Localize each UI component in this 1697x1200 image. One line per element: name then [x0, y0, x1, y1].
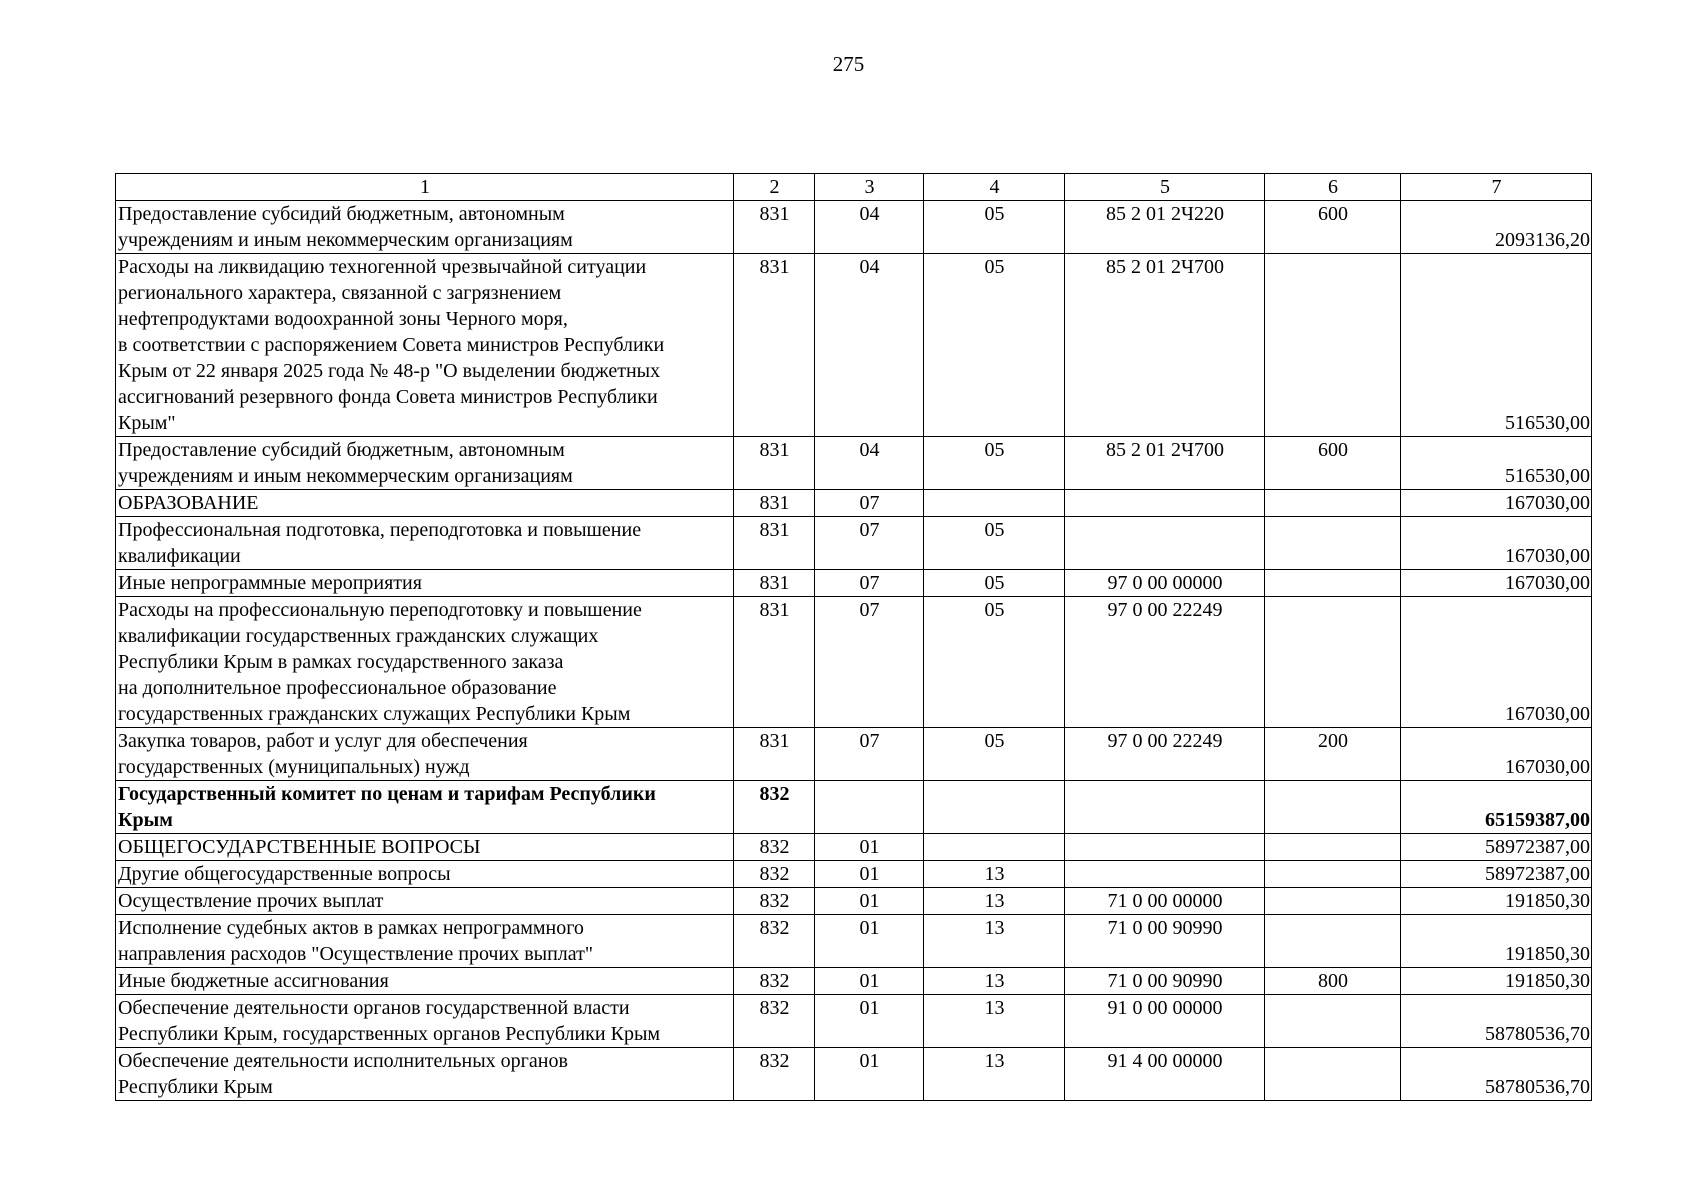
row-name: ОБРАЗОВАНИЕ: [116, 490, 734, 517]
row-razdel: 01: [815, 968, 924, 995]
row-name: Другие общегосударственные вопросы: [116, 861, 734, 888]
row-csr: 97 0 00 22249: [1065, 728, 1265, 781]
row-vr: [1265, 915, 1401, 968]
row-glava: 832: [734, 888, 815, 915]
row-podrazdel: [924, 834, 1065, 861]
row-podrazdel: 13: [924, 968, 1065, 995]
row-podrazdel: 05: [924, 437, 1065, 490]
row-podrazdel: 05: [924, 728, 1065, 781]
row-amount: 167030,00: [1401, 728, 1592, 781]
row-vr: 800: [1265, 968, 1401, 995]
header-col-1: 1: [116, 174, 734, 201]
row-name: Обеспечение деятельности органов государственной власти Республики Крым, государственных органов Республики Крым: [116, 995, 734, 1048]
row-glava: 832: [734, 834, 815, 861]
table-row: [116, 437, 1592, 490]
row-razdel: 01: [815, 995, 924, 1048]
row-csr: [1065, 834, 1265, 861]
row-razdel: 04: [815, 254, 924, 437]
row-csr: [1065, 517, 1265, 570]
row-podrazdel: 05: [924, 254, 1065, 437]
table-row: [116, 968, 1592, 995]
row-vr: [1265, 517, 1401, 570]
row-name: Исполнение судебных актов в рамках непрограммного направления расходов "Осуществление прочих выплат": [116, 915, 734, 968]
table-row: [116, 201, 1592, 254]
header-col-6: 6: [1265, 174, 1401, 201]
row-vr: [1265, 570, 1401, 597]
row-amount: 65159387,00: [1401, 781, 1592, 834]
row-csr: 85 2 01 2Ч700: [1065, 254, 1265, 437]
row-glava: 832: [734, 995, 815, 1048]
row-razdel: 01: [815, 861, 924, 888]
row-podrazdel: 05: [924, 201, 1065, 254]
table-row: [116, 517, 1592, 570]
row-csr: 97 0 00 22249: [1065, 597, 1265, 728]
header-col-4: 4: [924, 174, 1065, 201]
table-header-row: [116, 174, 1592, 201]
row-vr: [1265, 888, 1401, 915]
table-row: [116, 1048, 1592, 1101]
row-vr: [1265, 834, 1401, 861]
row-amount: 191850,30: [1401, 915, 1592, 968]
table-row: [116, 597, 1592, 728]
row-podrazdel: 13: [924, 995, 1065, 1048]
row-amount: 167030,00: [1401, 517, 1592, 570]
row-glava: 831: [734, 490, 815, 517]
row-name: Государственный комитет по ценам и тарифам Республики Крым: [116, 781, 734, 834]
row-glava: 832: [734, 968, 815, 995]
row-csr: 71 0 00 00000: [1065, 888, 1265, 915]
row-name: ОБЩЕГОСУДАРСТВЕННЫЕ ВОПРОСЫ: [116, 834, 734, 861]
row-amount: 58780536,70: [1401, 1048, 1592, 1101]
row-vr: [1265, 861, 1401, 888]
table-row: [116, 570, 1592, 597]
row-glava: 831: [734, 254, 815, 437]
row-name: Иные бюджетные ассигнования: [116, 968, 734, 995]
row-glava: 831: [734, 201, 815, 254]
row-razdel: 07: [815, 728, 924, 781]
row-amount: 516530,00: [1401, 437, 1592, 490]
row-name: Закупка товаров, работ и услуг для обеспечения государственных (муниципальных) нужд: [116, 728, 734, 781]
row-razdel: 01: [815, 888, 924, 915]
row-razdel: [815, 781, 924, 834]
row-podrazdel: 13: [924, 1048, 1065, 1101]
table-row: [116, 995, 1592, 1048]
row-glava: 832: [734, 1048, 815, 1101]
row-vr: 600: [1265, 201, 1401, 254]
header-col-5: 5: [1065, 174, 1265, 201]
header-col-3: 3: [815, 174, 924, 201]
table-row: [116, 254, 1592, 437]
table-row: [116, 861, 1592, 888]
row-csr: 71 0 00 90990: [1065, 915, 1265, 968]
row-glava: 832: [734, 861, 815, 888]
row-vr: [1265, 254, 1401, 437]
row-vr: [1265, 1048, 1401, 1101]
row-amount: 58780536,70: [1401, 995, 1592, 1048]
table-row: [116, 490, 1592, 517]
row-podrazdel: [924, 490, 1065, 517]
row-razdel: 07: [815, 570, 924, 597]
row-razdel: 01: [815, 915, 924, 968]
row-vr: 200: [1265, 728, 1401, 781]
row-amount: 167030,00: [1401, 490, 1592, 517]
row-csr: [1065, 490, 1265, 517]
row-razdel: 07: [815, 597, 924, 728]
row-csr: [1065, 781, 1265, 834]
row-glava: 832: [734, 915, 815, 968]
row-glava: 831: [734, 597, 815, 728]
table-row: [116, 915, 1592, 968]
row-glava: 831: [734, 728, 815, 781]
header-col-7: 7: [1401, 174, 1592, 201]
table-row: [116, 728, 1592, 781]
row-amount: 58972387,00: [1401, 834, 1592, 861]
table-row: [116, 781, 1592, 834]
row-razdel: 07: [815, 490, 924, 517]
row-name: Иные непрограммные мероприятия: [116, 570, 734, 597]
row-amount: 58972387,00: [1401, 861, 1592, 888]
header-col-2: 2: [734, 174, 815, 201]
row-csr: 85 2 01 2Ч220: [1065, 201, 1265, 254]
row-podrazdel: 05: [924, 570, 1065, 597]
row-vr: 600: [1265, 437, 1401, 490]
row-vr: [1265, 781, 1401, 834]
row-razdel: 04: [815, 437, 924, 490]
row-amount: 167030,00: [1401, 570, 1592, 597]
row-csr: 85 2 01 2Ч700: [1065, 437, 1265, 490]
row-glava: 832: [734, 781, 815, 834]
row-amount: 167030,00: [1401, 597, 1592, 728]
row-name: Расходы на профессиональную переподготовку и повышение квалификации государственных гражданских служащих Республики Крым в рамках государственного заказа на дополнительное профессиональное образование государственных гражданских служащих Республики Крым: [116, 597, 734, 728]
budget-table: [115, 173, 1592, 1101]
table-row: [116, 888, 1592, 915]
row-razdel: 07: [815, 517, 924, 570]
row-vr: [1265, 597, 1401, 728]
row-csr: 97 0 00 00000: [1065, 570, 1265, 597]
row-podrazdel: 13: [924, 915, 1065, 968]
row-name: Предоставление субсидий бюджетным, автономным учреждениям и иным некоммерческим организациям: [116, 201, 734, 254]
row-razdel: 01: [815, 834, 924, 861]
row-name: Предоставление субсидий бюджетным, автономным учреждениям и иным некоммерческим организациям: [116, 437, 734, 490]
row-podrazdel: 13: [924, 861, 1065, 888]
row-amount: 2093136,20: [1401, 201, 1592, 254]
row-csr: 71 0 00 90990: [1065, 968, 1265, 995]
page-number: 275: [832, 52, 865, 76]
row-vr: [1265, 995, 1401, 1048]
row-razdel: 01: [815, 1048, 924, 1101]
row-amount: 191850,30: [1401, 968, 1592, 995]
row-name: Осуществление прочих выплат: [116, 888, 734, 915]
row-glava: 831: [734, 437, 815, 490]
row-amount: 191850,30: [1401, 888, 1592, 915]
row-vr: [1265, 490, 1401, 517]
row-name: Обеспечение деятельности исполнительных органов Республики Крым: [116, 1048, 734, 1101]
row-name: Расходы на ликвидацию техногенной чрезвычайной ситуации регионального характера, связанной с загрязнением нефтепродуктами водоохранной зоны Черного моря, в соответствии с распоряжением Совета министров Республики Крым от 22 января 2025 года № 48-р "О выделении бюджетных ассигнований резервного фонда Совета министров Республики Крым": [116, 254, 734, 437]
row-podrazdel: 13: [924, 888, 1065, 915]
row-csr: 91 0 00 00000: [1065, 995, 1265, 1048]
row-podrazdel: 05: [924, 517, 1065, 570]
row-csr: [1065, 861, 1265, 888]
row-glava: 831: [734, 517, 815, 570]
row-name: Профессиональная подготовка, переподготовка и повышение квалификации: [116, 517, 734, 570]
row-razdel: 04: [815, 201, 924, 254]
table-row: [116, 834, 1592, 861]
row-podrazdel: 05: [924, 597, 1065, 728]
row-podrazdel: [924, 781, 1065, 834]
row-amount: 516530,00: [1401, 254, 1592, 437]
row-glava: 831: [734, 570, 815, 597]
row-csr: 91 4 00 00000: [1065, 1048, 1265, 1101]
